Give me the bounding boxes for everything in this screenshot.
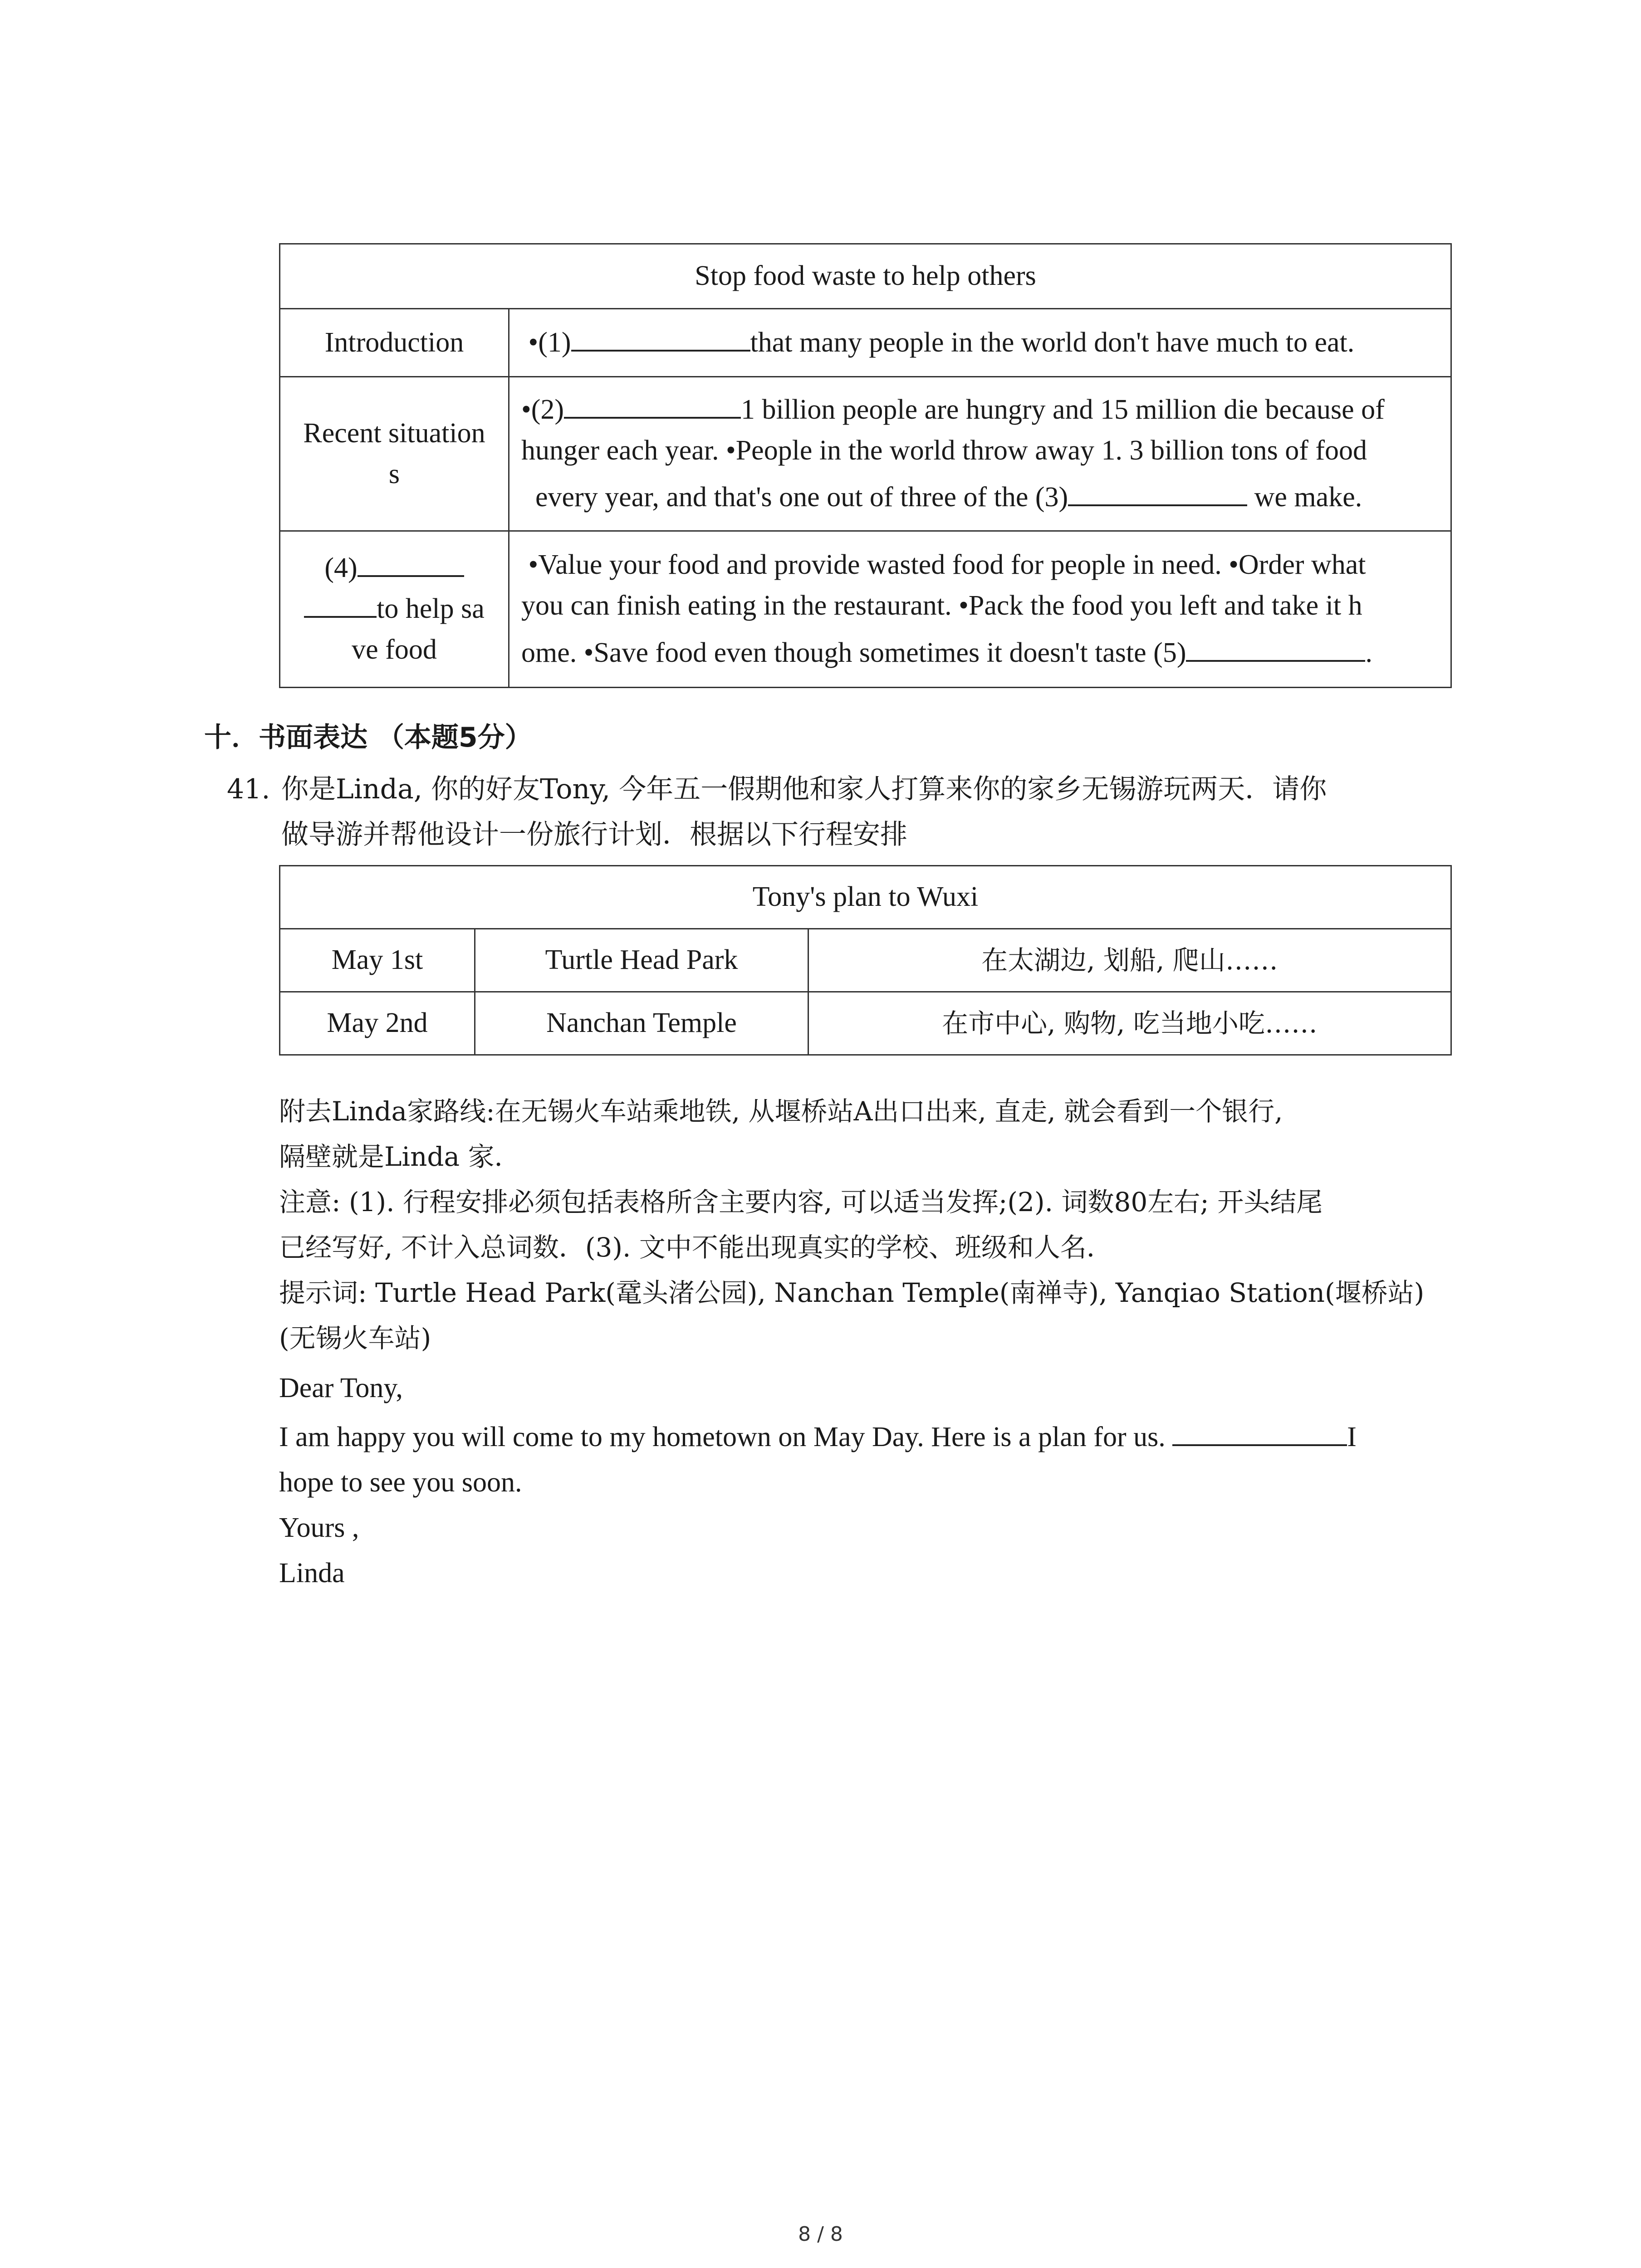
tips-text-3b: . [1365, 637, 1372, 668]
label-4-text: to help sa [377, 593, 485, 625]
row-content-tips [509, 531, 1451, 688]
blank-5[interactable] [1186, 634, 1365, 662]
letter-text-1: I am happy you will come to my hometown on May Day. Here is a plan for us. [279, 1422, 1173, 1452]
letter-greeting: Dear Tony, [279, 1373, 403, 1403]
recent-text-1: 1 billion people are hungry and 15 million die because of [741, 394, 1385, 425]
plan-date: May 2nd [280, 992, 475, 1055]
tips-text-3: ome. •Save food even though sometimes it doesn't taste (5) [521, 637, 1186, 668]
label-4-line-1 [288, 548, 501, 589]
recent-line-2: hunger each year. •People in the world throw away 1. 3 billion tons of food [521, 435, 1367, 466]
question-41 [227, 767, 1461, 857]
letter-signature: Linda [279, 1558, 345, 1589]
blank-3[interactable] [1068, 478, 1247, 506]
letter-text-1b: I [1347, 1422, 1357, 1452]
blank-2-number: •(2) [521, 394, 564, 425]
label-4-line-2 [288, 589, 501, 630]
intro-text: that many people in the world don't have much to eat. [750, 327, 1355, 358]
table-title [280, 244, 1451, 309]
plan-table-title: Tony's plan to Wuxi [280, 866, 1451, 929]
question-number: 41. [227, 773, 270, 805]
route-line-1: 附去Linda家路线:在无锡火车站乘地铁, 从堰桥站A出口出来, 直走, 就会看到一个银行, [279, 1096, 1283, 1127]
tips-text-1: •Value your food and provide wasted food for people in need. •Order what [528, 549, 1366, 581]
row-content-introduction [509, 309, 1451, 377]
blank-4a[interactable] [358, 549, 464, 577]
instructions [279, 1089, 1459, 1361]
row-label-introduction: Introduction [280, 309, 509, 377]
letter-closing: Yours , [279, 1512, 359, 1543]
row-label-tips [280, 531, 509, 688]
tips-line-2: you can finish eating in the restaurant. •Pack the food you left and take it h [521, 590, 1362, 621]
note-line-1: 注意: (1). 行程安排必须包括表格所含主要内容, 可以适当发挥;(2). 词数80左右; 开头结尾 [279, 1187, 1323, 1217]
route-line-2: 隔壁就是Linda 家． [279, 1141, 521, 1172]
table-row [280, 992, 1451, 1055]
blank-1[interactable] [571, 323, 750, 352]
hint-line-2: (无锡火车站) [279, 1323, 431, 1354]
question-line-2: 做导游并帮他设计一份旅行计划．根据以下行程安排 [281, 819, 907, 850]
recent-line-1 [521, 390, 1440, 430]
blank-4-number: (4) [324, 552, 358, 584]
row-label-recent-situations: Recent situation s [280, 377, 509, 531]
letter-line-2: hope to see you soon. [279, 1467, 522, 1498]
tips-line-3 [521, 633, 1440, 674]
section-heading: 十．书面表达 （本题5分） [204, 722, 532, 753]
plan-date: May 1st [280, 929, 475, 992]
travel-plan-table [279, 865, 1452, 1056]
plan-place: Turtle Head Park [475, 929, 808, 992]
tips-line-1 [521, 545, 1440, 586]
recent-text-3: every year, and that's one out of three of the (3) [535, 482, 1068, 513]
row-content-recent-situations [509, 377, 1451, 531]
recent-line-3 [521, 477, 1440, 518]
letter [279, 1365, 1459, 1596]
plan-activity: 在市中心, 购物, 吃当地小吃…… [808, 992, 1451, 1055]
plan-activity: 在太湖边, 划船, 爬山…… [808, 929, 1451, 992]
writing-blank[interactable] [1172, 1418, 1347, 1446]
table-title-text: Stop food waste to help others [695, 260, 1036, 292]
table-row [280, 929, 1451, 992]
blank-2[interactable] [564, 391, 741, 419]
plan-place: Nanchan Temple [475, 992, 808, 1055]
note-line-2: 已经写好, 不计入总词数．(3). 文中不能出现真实的学校、班级和人名． [279, 1232, 1113, 1263]
hint-line-1: 提示词: Turtle Head Park(鼋头渚公园), Nanchan Temple(南禅寺), Yanqiao Station(堰桥站) [279, 1277, 1425, 1308]
blank-4b[interactable] [304, 590, 377, 618]
letter-line-1 [279, 1414, 1459, 1460]
page-number: 8 / 8 [798, 2223, 843, 2246]
label-4-line-3: ve food [352, 634, 437, 665]
food-waste-table [279, 243, 1452, 688]
recent-text-3b: we make. [1247, 482, 1362, 513]
blank-1-number: •(1) [528, 327, 571, 358]
question-line-1: 你是Linda, 你的好友Tony, 今年五一假期他和家人打算来你的家乡无锡游玩两天．请你 [281, 773, 1327, 805]
